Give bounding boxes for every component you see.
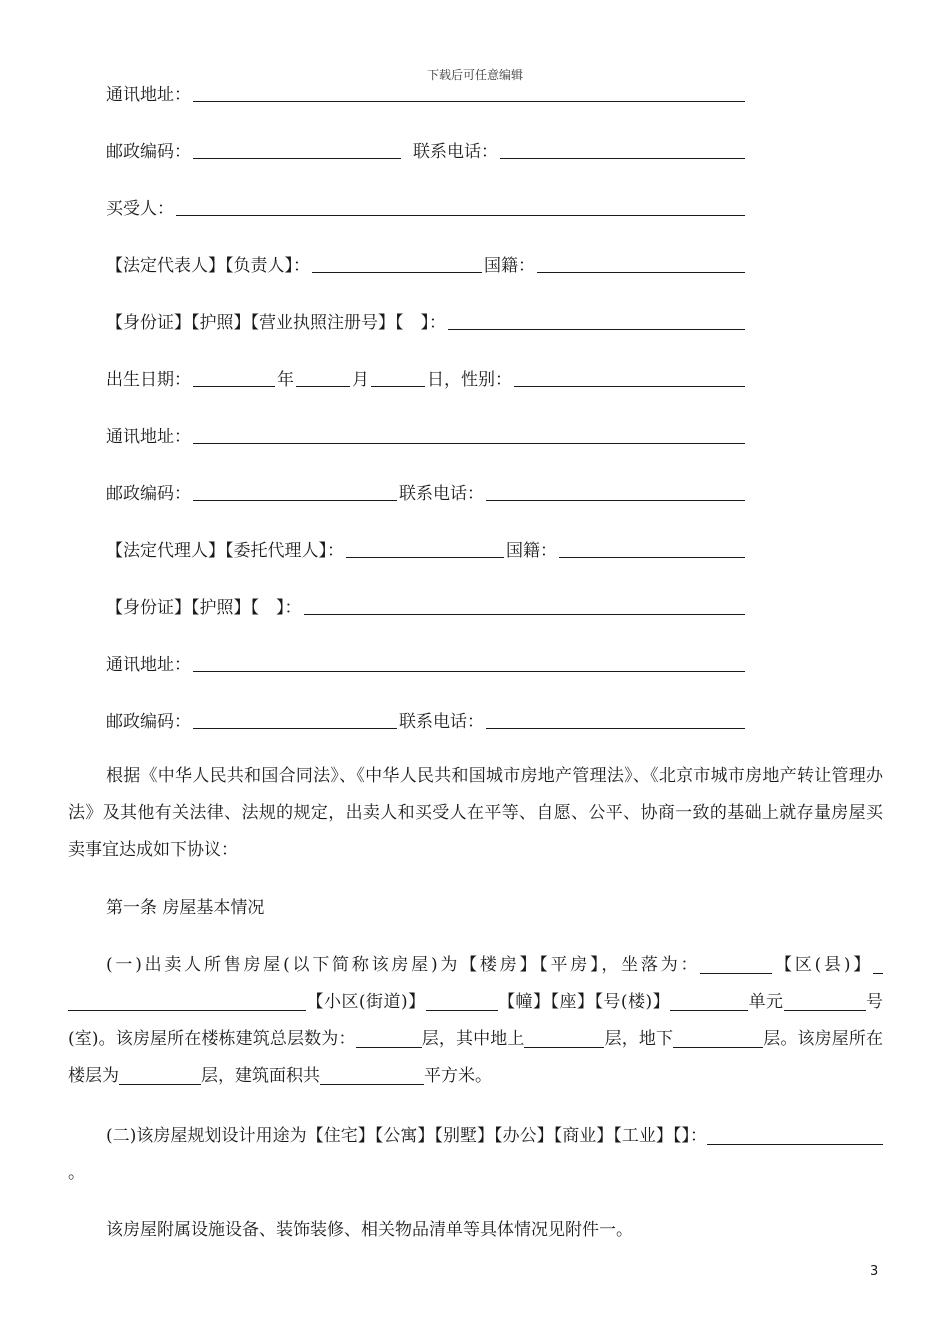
street-blank[interactable] — [68, 990, 306, 1011]
field-label: 联系电话： — [413, 142, 498, 162]
above-ground-blank[interactable] — [524, 1027, 604, 1048]
agent-row — [106, 534, 747, 562]
buyer-postcode-row — [106, 477, 747, 505]
below-ground-blank[interactable] — [673, 1027, 751, 1048]
day-blank[interactable] — [371, 368, 425, 387]
field-label: 月 — [352, 370, 369, 390]
page-number: 3 — [870, 1264, 879, 1279]
id-blank[interactable] — [304, 596, 746, 615]
buyer-rep-row — [106, 249, 747, 277]
field-label: 通讯地址： — [106, 427, 191, 447]
agent-blank[interactable] — [346, 539, 504, 558]
usage-blank[interactable] — [707, 1124, 737, 1145]
article-title: 第一条 房屋基本情况 — [106, 898, 265, 918]
phone-blank[interactable] — [486, 710, 745, 729]
clause-text: 层，建筑面积共 — [201, 1066, 320, 1086]
buyer-id-row — [106, 306, 747, 334]
total-floors-blank[interactable] — [356, 1027, 422, 1048]
id-blank[interactable] — [448, 311, 745, 330]
address-blank[interactable] — [193, 83, 745, 102]
clause-text: 【区(县)】 — [772, 955, 874, 975]
clause-text: 单元 — [748, 992, 784, 1012]
room-blank[interactable] — [808, 990, 866, 1011]
clause-text: 层，地下 — [604, 1029, 674, 1049]
clause-text: 号(室)。该房屋所在楼栋建筑总层数为： — [68, 992, 884, 1049]
building-blank[interactable] — [670, 990, 748, 1011]
agent-id-row — [106, 591, 747, 619]
agent-address-row — [106, 648, 747, 676]
field-label: 通讯地址： — [106, 655, 191, 675]
field-label: 国籍： — [484, 256, 535, 276]
field-label: 邮政编码： — [106, 142, 191, 162]
field-label: 国籍： — [506, 541, 557, 561]
year-blank[interactable] — [193, 368, 275, 387]
buyer-row — [106, 192, 747, 220]
field-label: 【身份证】【护照】【 】： — [106, 598, 302, 618]
field-label: 年 — [277, 370, 294, 390]
rep-blank[interactable] — [312, 254, 482, 273]
field-label: 【身份证】【护照】【营业执照注册号】【 】： — [106, 313, 446, 333]
clause-text: 层。该房屋所在楼层为 — [68, 1029, 884, 1086]
below-ground-blank-cont[interactable] — [751, 1027, 763, 1048]
address-blank[interactable] — [193, 425, 745, 444]
birth-row — [106, 363, 747, 391]
field-label: 【法定代表人】【负责人】： — [106, 256, 310, 276]
clause-text: (一)出卖人所售房屋(以下简称该房屋)为【楼房】【平房】，坐落为： — [106, 955, 701, 975]
clause-1 — [68, 947, 883, 1095]
seller-postcode-row — [106, 135, 747, 163]
page-header: 下载后可任意编辑 — [426, 68, 523, 82]
block-blank[interactable] — [426, 990, 498, 1011]
floor-blank[interactable] — [119, 1064, 201, 1085]
clause-text: 层，其中地上 — [421, 1029, 525, 1049]
field-label: 日，性别： — [427, 370, 512, 390]
postcode-blank[interactable] — [193, 482, 397, 501]
address-blank[interactable] — [193, 653, 745, 672]
phone-blank[interactable] — [500, 140, 745, 159]
clause-text: 。 — [68, 1163, 85, 1183]
buyer-blank[interactable] — [176, 197, 745, 216]
field-label: 邮政编码： — [106, 712, 191, 732]
nationality-blank[interactable] — [559, 539, 745, 558]
district-blank[interactable] — [873, 953, 883, 974]
clause-text: 【幢】【座】【号(楼)】 — [497, 992, 671, 1012]
unit-blank[interactable] — [784, 990, 808, 1011]
field-label: 通讯地址： — [106, 85, 191, 105]
buyer-address-row — [106, 420, 747, 448]
preamble-paragraph: 根据《中华人民共和国合同法》、《中华人民共和国城市房地产管理法》、《北京市城市房地产转让管理办法》及其他有关法律、法规的规定，出卖人和买受人在平等、自愿、公平、协商一致的基础上就存量房屋买卖事宜达成如下协议： — [68, 766, 883, 860]
field-label: 邮政编码： — [106, 484, 191, 504]
clause-text: 平方米。 — [424, 1066, 492, 1086]
month-blank[interactable] — [296, 368, 350, 387]
nationality-blank[interactable] — [537, 254, 745, 273]
location-blank[interactable] — [700, 953, 772, 974]
attachment-note: 该房屋附属设施设备、装饰装修、相关物品清单等具体情况见附件一。 — [106, 1220, 633, 1240]
field-label: 联系电话： — [399, 712, 484, 732]
field-label: 出生日期： — [106, 370, 191, 390]
postcode-blank[interactable] — [193, 140, 401, 159]
field-label: 【法定代理人】【委托代理人】： — [106, 541, 344, 561]
field-label: 联系电话： — [399, 484, 484, 504]
field-label: 买受人： — [106, 199, 174, 219]
postcode-blank[interactable] — [193, 710, 397, 729]
gender-blank[interactable] — [514, 368, 745, 387]
clause-text: 【小区(街道)】 — [306, 992, 426, 1012]
agent-postcode-row — [106, 705, 747, 733]
area-blank[interactable] — [320, 1064, 424, 1085]
clause-2 — [68, 1118, 883, 1192]
clause-text: (二)该房屋规划设计用途为【住宅】【公寓】【别墅】【办公】【商业】【工业】【】： — [106, 1126, 707, 1146]
seller-address-row — [106, 78, 747, 106]
phone-blank[interactable] — [486, 482, 745, 501]
usage-blank-cont[interactable] — [737, 1124, 883, 1145]
